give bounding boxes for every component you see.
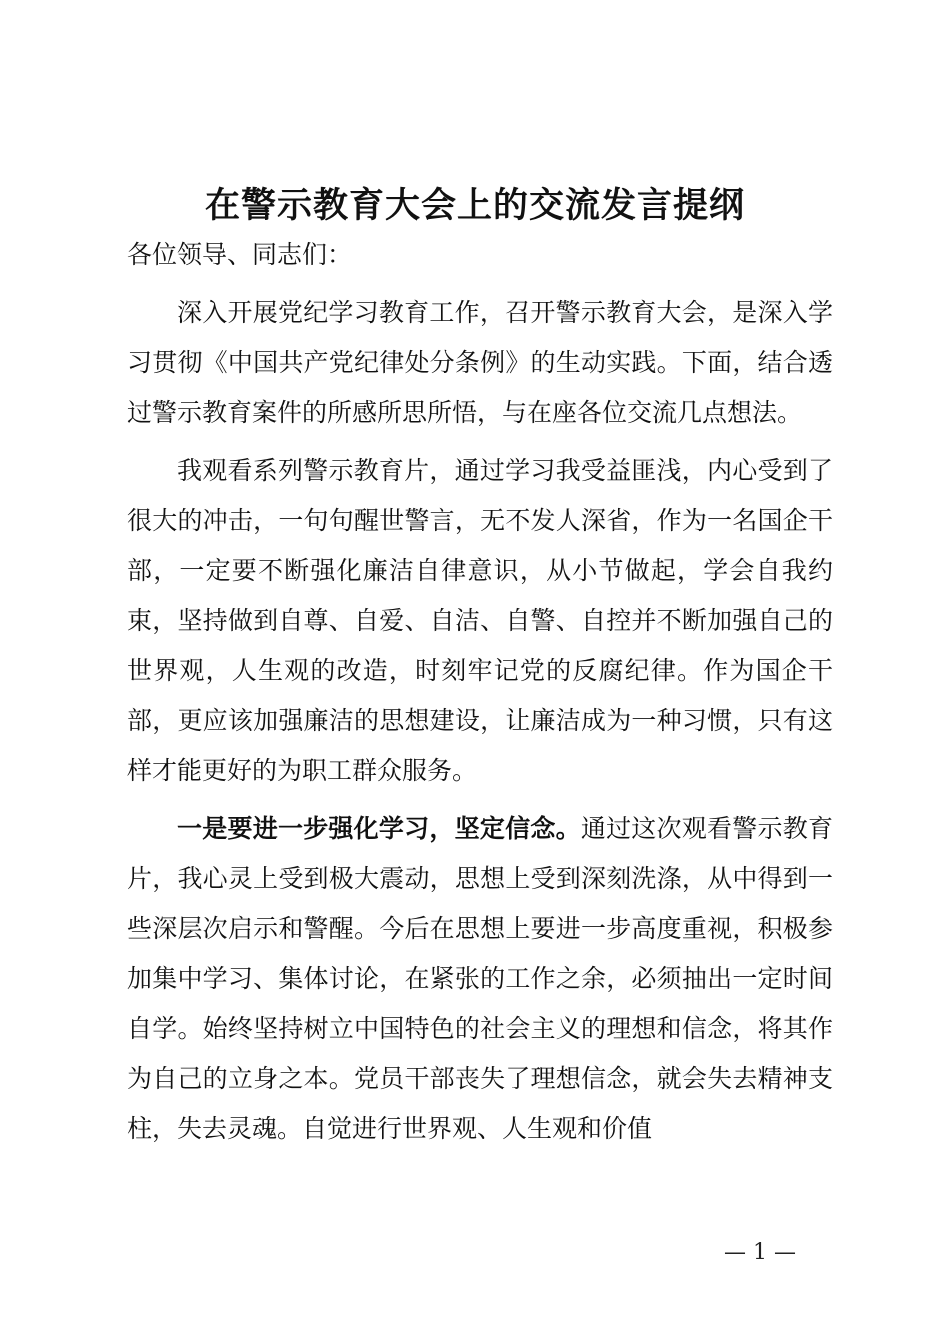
page-number: — 1 — <box>724 1240 796 1265</box>
paragraph-gap <box>127 438 833 446</box>
paragraph-reflection <box>127 446 833 796</box>
paragraph-lead-heading: 一是要进一步强化学习，坚定信念。 <box>177 814 581 843</box>
document-body <box>127 230 833 1154</box>
paragraph-intro <box>127 288 833 438</box>
paragraph-gap <box>127 280 833 288</box>
paragraph-text: 深入开展党纪学习教育工作，召开警示教育大会，是深入学习贯彻《中国共产党纪律处分条例》的生动实践。下面，结合透过警示教育案件的所感所思所悟，与在座各位交流几点想法。 <box>127 298 833 427</box>
paragraph-point-one <box>127 804 833 1154</box>
salutation: 各位领导、同志们： <box>127 240 353 269</box>
paragraph-gap <box>127 796 833 804</box>
paragraph-text: 我观看系列警示教育片，通过学习我受益匪浅，内心受到了很大的冲击，一句句醒世警言，无不发人深省，作为一名国企干部，一定要不断强化廉洁自律意识，从小节做起，学会自我约束，坚持做到自尊、自爱、自洁、自警、自控并不断加强自己的世界观，人生观的改造，时刻牢记党的反腐纪律。作为国企干部，更应该加强廉洁的思想建设，让廉洁成为一种习惯，只有这样才能更好的为职工群众服务。 <box>127 456 833 785</box>
paragraph-text: 通过这次观看警示教育片，我心灵上受到极大震动，思想上受到深刻洗涤，从中得到一些深层次启示和警醒。今后在思想上要进一步高度重视，积极参加集中学习、集体讨论，在紧张的工作之余，必须抽出一定时间自学。始终坚持树立中国特色的社会主义的理想和信念，将其作为自己的立身之本。党员干部丧失了理想信念，就会失去精神支柱，失去灵魂。自觉进行世界观、人生观和价值 <box>127 814 833 1143</box>
document-title: 在警示教育大会上的交流发言提纲 <box>204 186 745 226</box>
